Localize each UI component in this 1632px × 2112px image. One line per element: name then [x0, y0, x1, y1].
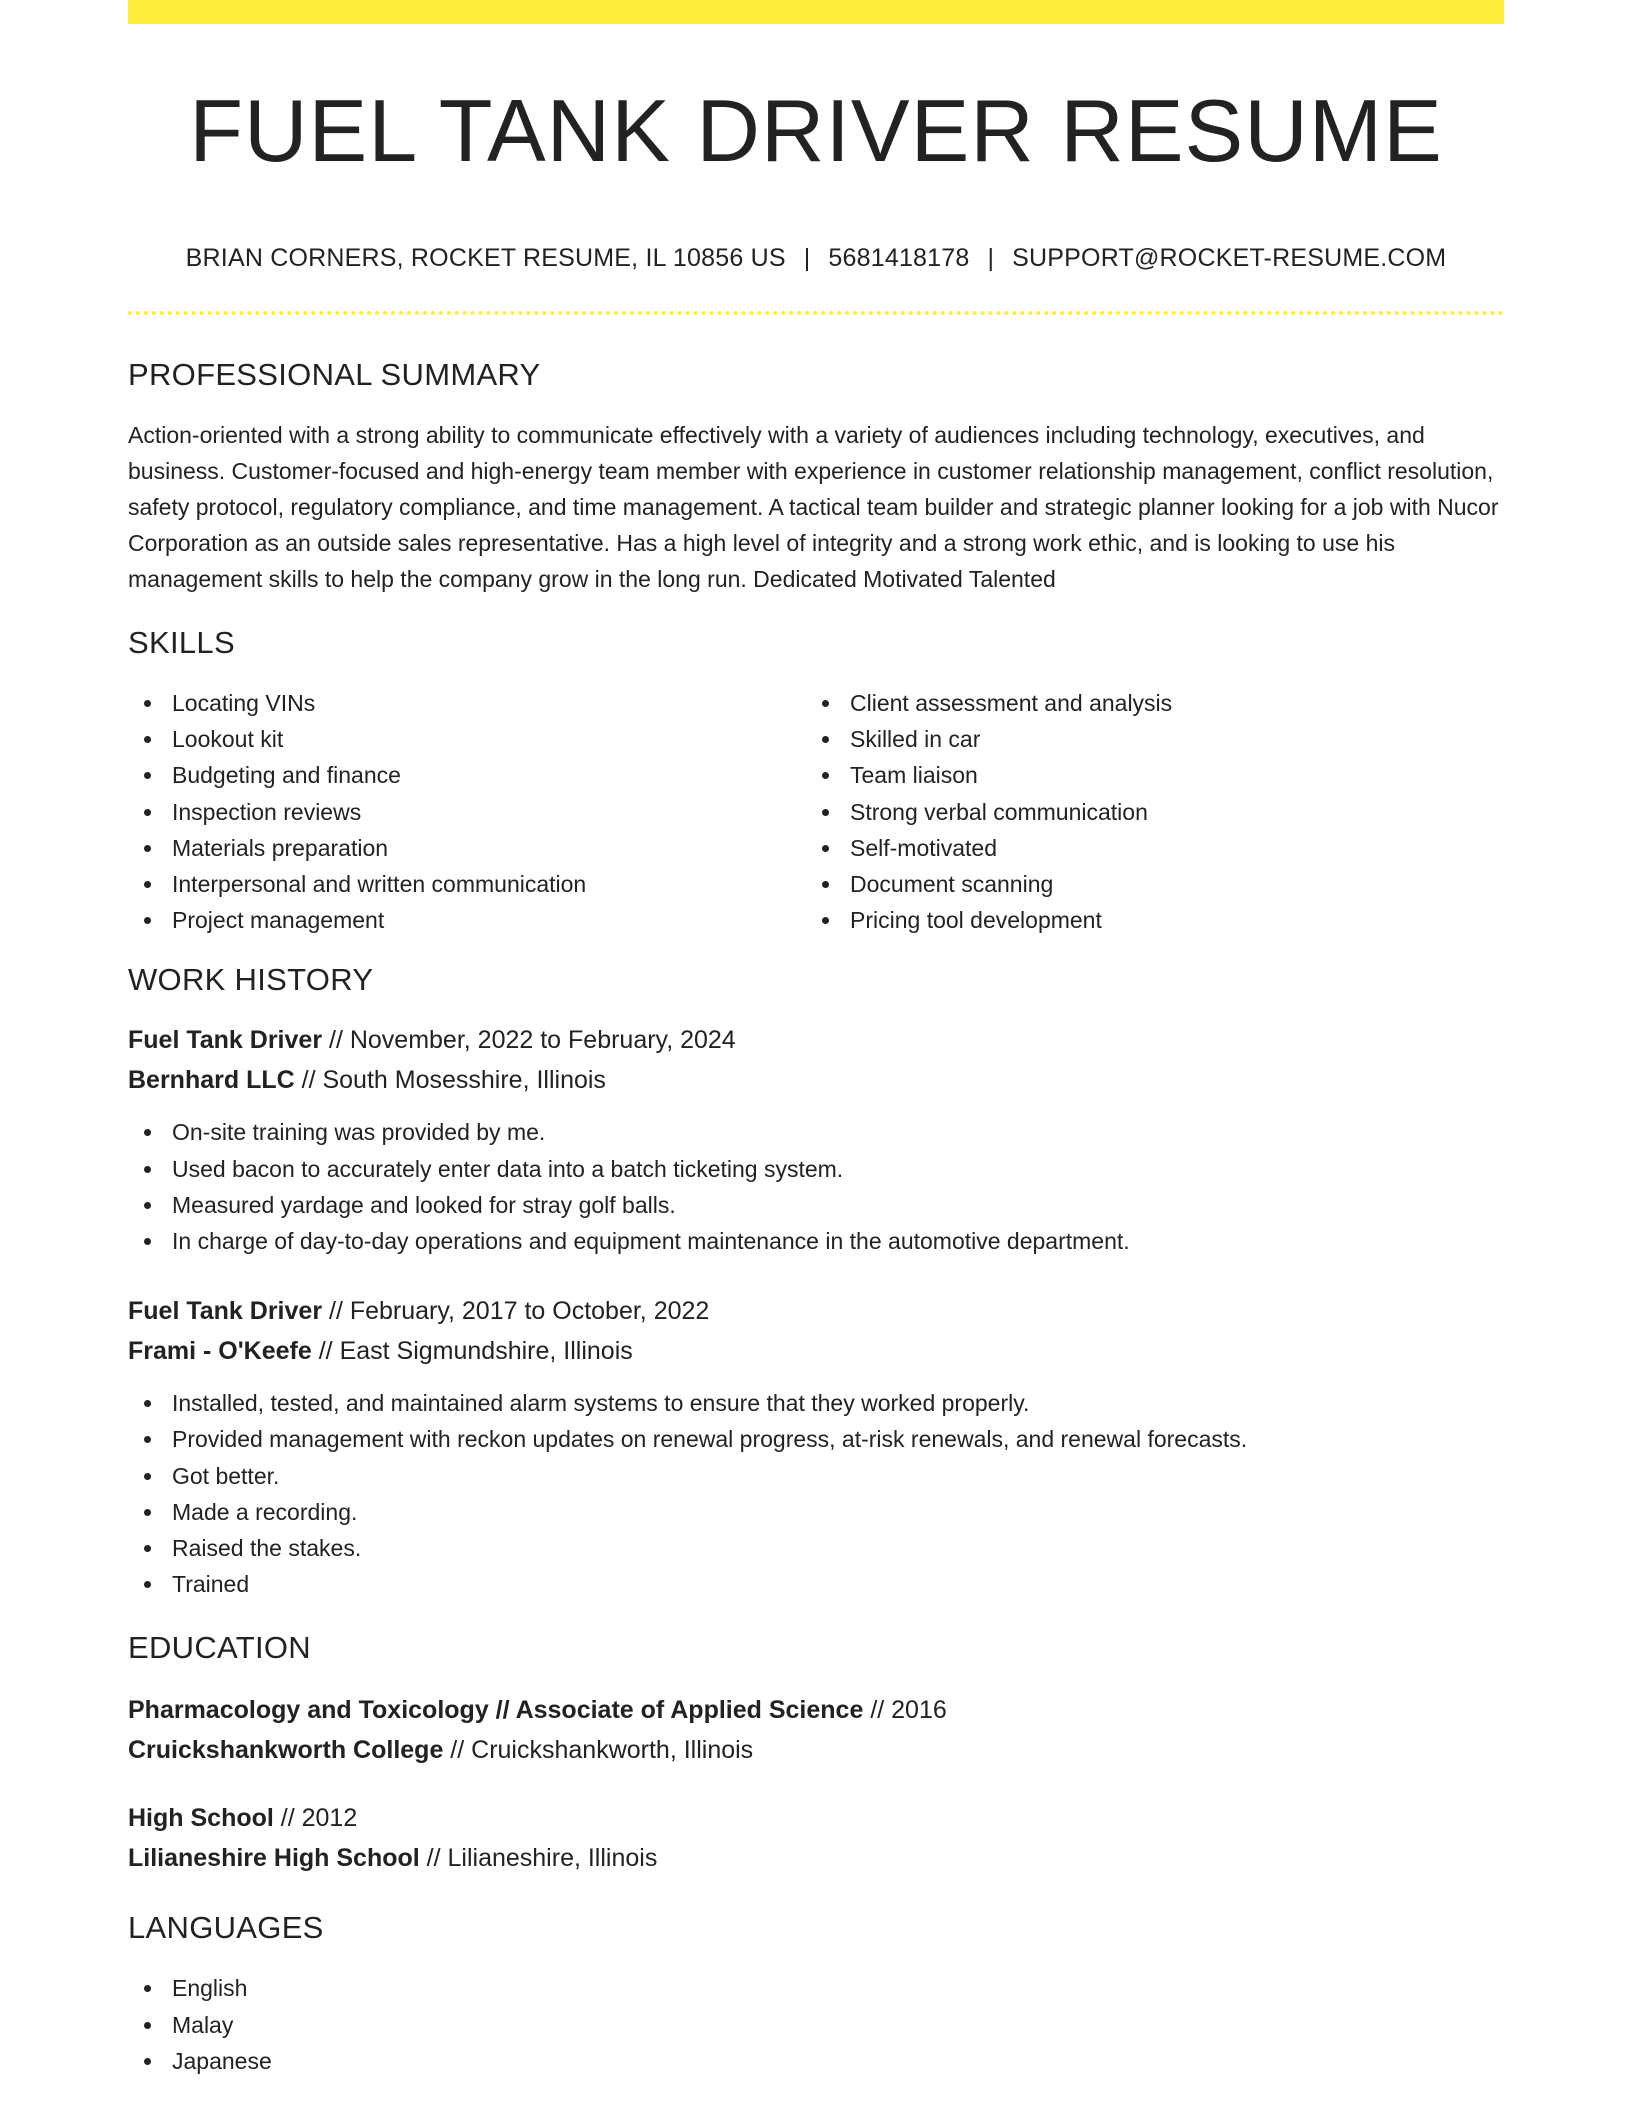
contact-address: BRIAN CORNERS, ROCKET RESUME, IL 10856 US — [185, 244, 786, 272]
contact-phone: 5681418178 — [828, 244, 970, 272]
summary-heading: PROFESSIONAL SUMMARY — [128, 357, 541, 392]
job-duty-item: Installed, tested, and maintained alarm systems to ensure that they worked properly. — [128, 1385, 1504, 1421]
skill-item: Inspection reviews — [128, 794, 806, 830]
education-degree: Pharmacology and Toxicology // Associate of Applied Science — [128, 1696, 864, 1725]
contact-email[interactable]: SUPPORT@ROCKET-RESUME.COM — [1012, 244, 1447, 272]
education-school: Cruickshankworth College — [128, 1736, 444, 1765]
contact-separator: | — [987, 244, 995, 272]
job-company-line — [128, 1060, 1504, 1100]
job-dates: // February, 2017 to October, 2022 — [322, 1297, 710, 1326]
skill-item: Materials preparation — [128, 830, 806, 866]
education-degree-line — [128, 1690, 1504, 1730]
language-item: Malay — [128, 2007, 1504, 2043]
contact-separator: | — [803, 244, 811, 272]
education-location: // Cruickshankworth, Illinois — [443, 1736, 754, 1765]
job-title-line — [128, 1020, 1504, 1060]
job-duty-item: In charge of day-to-day operations and equipment maintenance in the automotive department. — [128, 1223, 1504, 1259]
skill-item: Project management — [128, 902, 806, 938]
languages-list — [128, 1970, 1504, 2079]
summary-text: Action-oriented with a strong ability to communicate effectively with a variety of audiences including technology, executives, and business. Customer-focused and high-energy team member with experience in customer relationship management, conflict resolution, safety protocol, regulatory compliance, and time management. A tactical team builder and strategic planner looking for a job with Nucor Corporation as an outside sales representative. Has a high level of integrity and a strong work ethic, and is looking to use his management skills to help the company grow in the long run. Dedicated Motivated Talented — [128, 422, 1499, 592]
job-duty-item: Trained — [128, 1566, 1504, 1602]
skill-item: Self-motivated — [806, 830, 1484, 866]
skill-item: Client assessment and analysis — [806, 685, 1484, 721]
skill-item: Skilled in car — [806, 721, 1484, 757]
education-year: // 2012 — [273, 1804, 358, 1833]
job-duty-item: Raised the stakes. — [128, 1530, 1504, 1566]
skills-grid — [128, 685, 1504, 938]
education-school-line — [128, 1730, 1504, 1770]
language-item: English — [128, 1970, 1504, 2006]
job-duties-list — [128, 1385, 1504, 1602]
language-item: Japanese — [128, 2043, 1504, 2079]
job-duty-item: Got better. — [128, 1458, 1504, 1494]
work-history-heading: WORK HISTORY — [128, 962, 374, 998]
resume-title: FUEL TANK DRIVER RESUME — [189, 81, 1443, 180]
job-company: Frami - O'Keefe — [128, 1337, 312, 1366]
skills-column-left — [128, 685, 806, 938]
job-duty-item: Used bacon to accurately enter data into a batch ticketing system. — [128, 1151, 1504, 1187]
skill-item: Strong verbal communication — [806, 794, 1484, 830]
job-company-line — [128, 1331, 1504, 1371]
education-school: Lilianeshire High School — [128, 1844, 420, 1873]
skill-item: Budgeting and finance — [128, 757, 806, 793]
education-degree-line — [128, 1798, 1504, 1838]
education-year: // 2016 — [863, 1696, 947, 1725]
job-title-line — [128, 1291, 1504, 1331]
skills-heading: SKILLS — [128, 625, 235, 660]
education-location: // Lilianeshire, Illinois — [419, 1844, 658, 1873]
skills-column-right — [806, 685, 1484, 938]
skill-item: Lookout kit — [128, 721, 806, 757]
education-school-line — [128, 1838, 1504, 1878]
accent-top-bar — [128, 0, 1504, 24]
job-duty-item: Made a recording. — [128, 1494, 1504, 1530]
skill-item: Locating VINs — [128, 685, 806, 721]
job-duty-item: On-site training was provided by me. — [128, 1114, 1504, 1150]
job-duties-list — [128, 1114, 1504, 1259]
skill-item: Interpersonal and written communication — [128, 866, 806, 902]
education-degree: High School — [128, 1804, 274, 1833]
job-location: // South Mosesshire, Illinois — [294, 1066, 606, 1095]
job-company: Bernhard LLC — [128, 1066, 295, 1095]
skill-item: Team liaison — [806, 757, 1484, 793]
skill-item: Document scanning — [806, 866, 1484, 902]
contact-line — [128, 243, 1504, 273]
job-dates: // November, 2022 to February, 2024 — [322, 1026, 736, 1055]
job-duty-item: Measured yardage and looked for stray golf balls. — [128, 1187, 1504, 1223]
job-duty-item: Provided management with reckon updates on renewal progress, at-risk renewals, and renewal forecasts. — [128, 1421, 1504, 1457]
job-title: Fuel Tank Driver — [128, 1026, 323, 1055]
languages-heading: LANGUAGES — [128, 1910, 324, 1946]
job-title: Fuel Tank Driver — [128, 1297, 323, 1326]
job-location: // East Sigmundshire, Illinois — [311, 1337, 633, 1366]
dotted-divider — [128, 311, 1504, 315]
skill-item: Pricing tool development — [806, 902, 1484, 938]
education-heading: EDUCATION — [128, 1630, 311, 1666]
resume-page — [128, 0, 1504, 2079]
